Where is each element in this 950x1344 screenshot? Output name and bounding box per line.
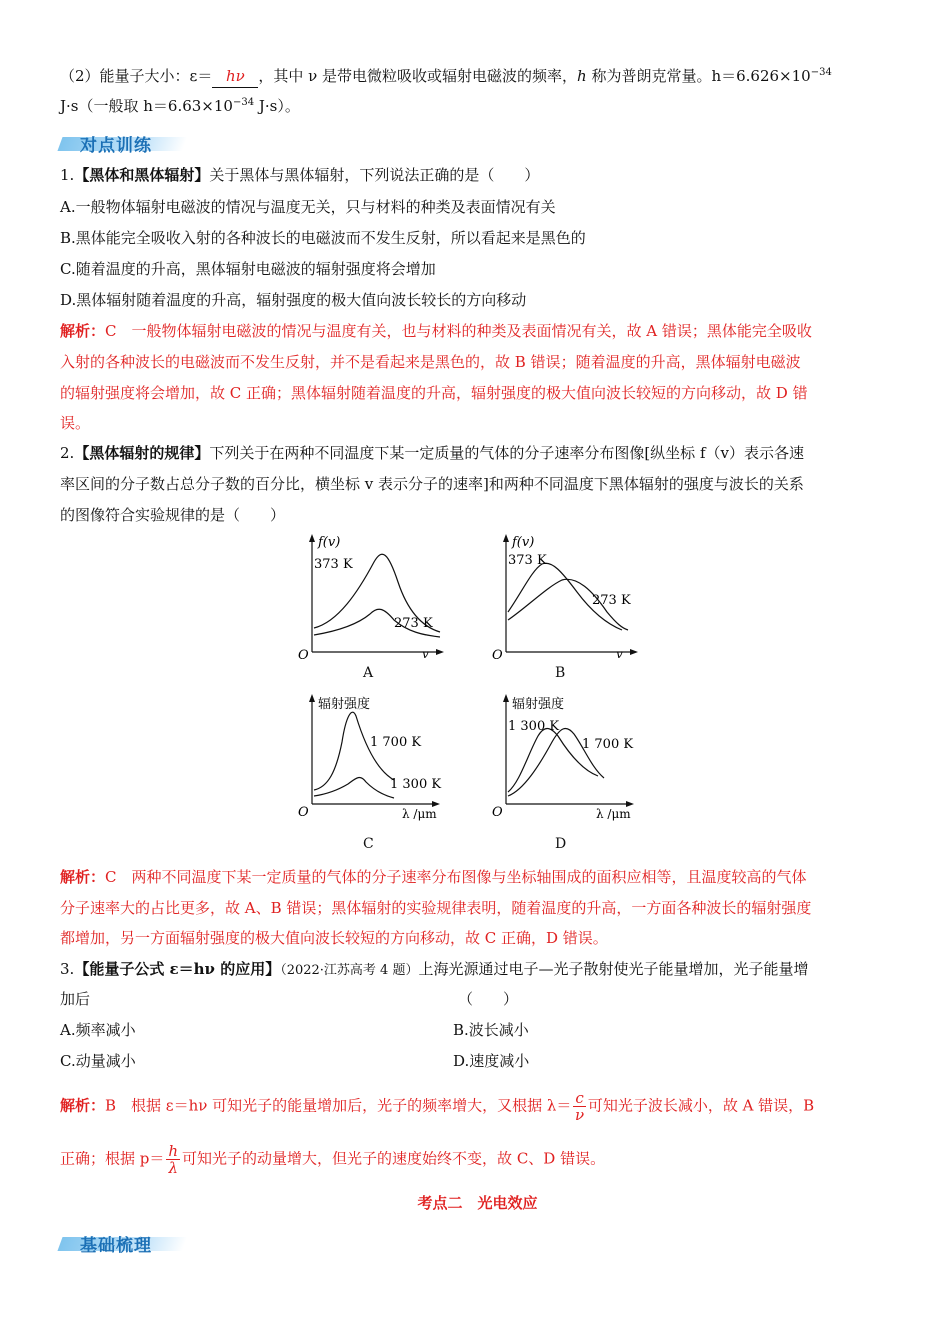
origin-label: O: [298, 648, 309, 663]
fraction-denominator: ν: [575, 1106, 585, 1124]
curve-1700k: [314, 712, 394, 790]
question-tag: 【黑体和黑体辐射】: [74, 166, 210, 184]
badge-label: 对点训练: [80, 136, 152, 156]
x-axis-label: v: [616, 647, 623, 661]
analysis-text: 可知光子波长减小，故 A 错误，B: [587, 1096, 815, 1115]
graph-a: [298, 532, 448, 682]
q3-option-d: D.速度减小: [453, 1052, 530, 1070]
text: h＝6.63×10: [143, 97, 233, 115]
y-axis-label: f(v): [318, 535, 341, 550]
q1-option-a: A.一般物体辐射电磁波的情况与温度无关，只与材料的种类及表面情况有关: [60, 198, 556, 216]
question-2-stem: [60, 442, 804, 464]
fraction-h-over-lambda: [166, 1143, 180, 1176]
graph-d: [492, 692, 652, 827]
analysis-text: C 一般物体辐射电磁波的情况与温度有关，也与材料的种类及表面情况有关，故 A 错误；黑体能完全吸收: [105, 322, 812, 340]
question-text: 下列关于在两种不同温度下某一定质量的气体的分子速率分布图像[纵坐标 f（v）表示各速: [209, 444, 804, 462]
fraction-c-over-nu: [573, 1090, 585, 1123]
question-source: （2022·江苏高考 4 题）: [280, 963, 419, 978]
graph-c-caption: C: [363, 836, 374, 852]
text: 称为普朗克常量。: [586, 67, 712, 85]
curve-label-hi: 373 K: [314, 557, 353, 572]
fraction-numerator: h: [168, 1142, 179, 1160]
q1-analysis-4: 误。: [60, 414, 91, 432]
origin-label: O: [492, 648, 503, 663]
section-title: 考点二 光电效应: [417, 1194, 538, 1212]
curve-1300k: [314, 778, 394, 798]
section-badge-basics: [60, 1230, 185, 1254]
q1-analysis-3: 的辐射强度将会增加，故 C 正确；黑体辐射随着温度的升高，辐射强度的极大值向波长较短的方向移动，故 D 错: [60, 384, 808, 402]
analysis-label: 解析：: [60, 868, 106, 886]
y-axis-label: f(v): [512, 535, 535, 550]
badge-label: 基础梳理: [80, 1236, 152, 1256]
question-2-stem-2: 率区间的分子数占总分子数的百分比，横坐标 v 表示分子的速率]和两种不同温度下黑体辐射的强度与波长的关系: [60, 475, 804, 493]
energy-quantum-line-2: [60, 92, 300, 117]
graph-d-caption: D: [555, 836, 567, 852]
x-axis-label: λ /μm: [596, 807, 631, 821]
question-tag: 【能量子公式 ε＝hν 的应用】: [74, 960, 281, 978]
graph-b-caption: B: [555, 665, 566, 681]
analysis-text: B 根据 ε＝hν 可知光子的能量增加后，光子的频率增大，又根据 λ＝: [105, 1096, 572, 1115]
text: h＝6.626×10: [711, 67, 811, 85]
q3-option-c: C.动量减小: [60, 1052, 136, 1070]
fraction-numerator: c: [575, 1089, 584, 1107]
q2-analysis-2: 分子速率大的占比更多，故 A、B 错误；黑体辐射的实验规律表明，随着温度的升高，一方面各种波长的辐射强度: [60, 899, 812, 917]
question-text: 关于黑体与黑体辐射，下列说法正确的是（ ）: [209, 166, 540, 184]
curve-label-lo: 1 300 K: [390, 777, 442, 792]
question-number: 1.: [60, 166, 75, 184]
q2-analysis-1: [60, 866, 807, 888]
question-number: 2.: [60, 444, 75, 462]
x-axis-label: v: [422, 647, 429, 661]
question-1-stem: [60, 164, 539, 186]
y-axis-label: 辐射强度: [318, 697, 371, 712]
exponent: −34: [810, 67, 832, 78]
text: J·s）。: [254, 97, 300, 115]
text: （2）能量子大小：ε＝: [60, 67, 213, 85]
x-axis-label: λ /μm: [402, 807, 437, 821]
q1-analysis-2: 入射的各种波长的电磁波而不发生反射，并不是看起来是黑色的，故 B 错误；随着温度的升高，黑体辐射电磁波: [60, 353, 801, 371]
curve-label-hi: 1 700 K: [370, 735, 422, 750]
origin-label: O: [298, 805, 309, 820]
q1-option-b: B.黑体能完全吸收入射的各种波长的电磁波而不发生反射，所以看起来是黑色的: [60, 229, 586, 247]
analysis-text: 正确；根据 p＝: [60, 1149, 165, 1168]
question-2-stem-3: 的图像符合实验规律的是（ ）: [60, 506, 286, 524]
y-axis-label: 辐射强度: [512, 697, 565, 712]
q1-analysis-1: [60, 320, 812, 342]
curve-label-hi: 1 700 K: [582, 737, 634, 752]
text: h: [577, 67, 587, 85]
curve-label-lo: 273 K: [592, 593, 631, 608]
question-3-stem: [60, 958, 808, 982]
analysis-label: 解析：: [60, 322, 106, 340]
q1-option-c: C.随着温度的升高，黑体辐射电磁波的辐射强度将会增加: [60, 260, 436, 278]
curve-label-lo: 273 K: [394, 616, 433, 631]
graph-a-caption: A: [363, 665, 374, 681]
graph-b: [492, 532, 642, 682]
question-number: 3.: [60, 960, 75, 978]
question-3-stem-2: 加后: [60, 990, 91, 1008]
analysis-text: C 两种不同温度下某一定质量的气体的分子速率分布图像与坐标轴围成的面积应相等，且温度较高的气体: [105, 868, 807, 886]
q3-option-a: A.频率减小: [60, 1021, 136, 1039]
section-badge-practice: [60, 130, 185, 154]
q2-analysis-3: 都增加，另一方面辐射强度的极大值向波长较短的方向移动，故 C 正确，D 错误。: [60, 929, 608, 947]
energy-quantum-line: [60, 62, 832, 88]
curve-label-lo: 1 300 K: [508, 719, 560, 734]
q3-option-b: B.波长减小: [453, 1021, 529, 1039]
origin-label: O: [492, 805, 503, 820]
graph-c: [298, 692, 458, 827]
curve-label-hi: 373 K: [508, 553, 547, 568]
question-text: 上海光源通过电子—光子散射使光子能量增加，光子能量增: [418, 960, 809, 978]
question-3-paren: （ ）: [458, 990, 519, 1008]
answer-blank: hν: [212, 65, 258, 88]
analysis-text: 可知光子的动量增大，但光子的速度始终不变，故 C、D 错误。: [182, 1149, 606, 1168]
text: J·s（一般取: [60, 97, 144, 115]
exponent: −34: [232, 97, 255, 108]
q3-analysis-1: [60, 1090, 814, 1123]
q3-analysis-2: [60, 1143, 605, 1176]
fraction-denominator: λ: [168, 1159, 178, 1177]
question-tag: 【黑体辐射的规律】: [74, 444, 210, 462]
q1-option-d: D.黑体辐射随着温度的升高，辐射强度的极大值向波长较长的方向移动: [60, 291, 527, 309]
text: ，其中 ν 是带电微粒吸收或辐射电磁波的频率，: [258, 67, 577, 85]
analysis-label: 解析：: [60, 1096, 106, 1115]
